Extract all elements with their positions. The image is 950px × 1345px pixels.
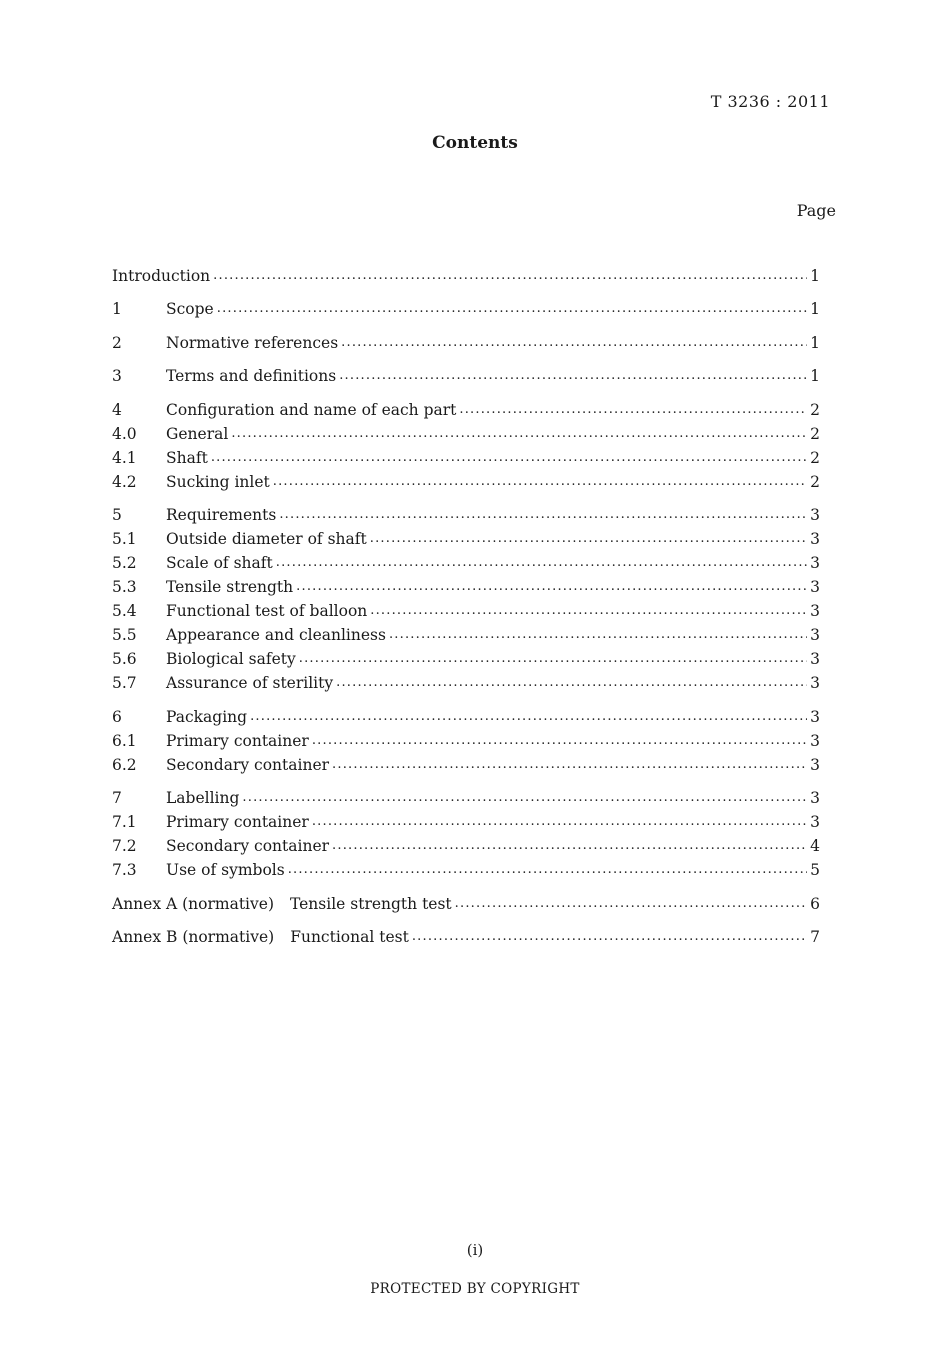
table-of-contents xyxy=(112,265,820,951)
toc-entry[interactable] xyxy=(112,577,820,601)
toc-entry[interactable] xyxy=(112,649,820,673)
toc-dot-leader xyxy=(370,529,807,545)
toc-page-number: 2 xyxy=(810,424,820,443)
toc-page-number: 3 xyxy=(810,578,820,596)
toc-dot-leader xyxy=(459,399,807,415)
toc-title: Use of symbols xyxy=(166,861,285,879)
toc-page-number: 3 xyxy=(810,813,820,831)
toc-entry[interactable] xyxy=(112,447,820,471)
toc-title: Scale of shaft xyxy=(166,554,273,572)
page-column-header: Page xyxy=(796,201,836,220)
toc-title: Biological safety xyxy=(166,650,296,668)
toc-entry[interactable] xyxy=(112,332,820,356)
toc-page-number: 3 xyxy=(810,650,820,668)
copyright-notice: PROTECTED BY COPYRIGHT xyxy=(370,1281,580,1297)
toc-dot-leader xyxy=(312,730,807,746)
toc-entry[interactable] xyxy=(112,265,820,289)
toc-page-number: 3 xyxy=(810,789,820,807)
toc-section-number: 5.7 xyxy=(112,674,137,692)
toc-section-number: 6 xyxy=(112,707,122,726)
toc-title: Labelling xyxy=(166,789,240,807)
toc-page-number: 6 xyxy=(810,894,820,913)
toc-page-number: 5 xyxy=(810,861,820,879)
toc-title: Functional test xyxy=(290,928,409,946)
toc-section-number: 5.3 xyxy=(112,578,137,596)
toc-dot-leader xyxy=(455,893,807,909)
toc-dot-leader xyxy=(332,754,807,770)
toc-page-number: 1 xyxy=(810,367,820,385)
toc-entry[interactable] xyxy=(112,754,820,778)
toc-entry[interactable] xyxy=(112,529,820,553)
toc-entry[interactable] xyxy=(112,399,820,423)
toc-entry[interactable] xyxy=(112,788,820,812)
toc-section-number: 4 xyxy=(112,400,122,419)
toc-section-number: 2 xyxy=(112,333,122,352)
toc-page-number: 1 xyxy=(810,300,820,318)
toc-title: Secondary container xyxy=(166,837,330,855)
toc-title: Normative references xyxy=(166,333,339,352)
toc-section-number: 3 xyxy=(112,367,122,385)
toc-annex-label: Annex A (normative) xyxy=(112,894,274,913)
toc-dot-leader xyxy=(312,812,807,828)
toc-dot-leader xyxy=(231,423,807,439)
toc-section-number: 1 xyxy=(112,300,122,318)
toc-title: Assurance of sterility xyxy=(166,674,334,692)
toc-title: Sucking inlet xyxy=(166,472,270,491)
toc-dot-leader xyxy=(279,505,807,521)
toc-title: Functional test of balloon xyxy=(166,602,368,620)
toc-entry[interactable] xyxy=(112,601,820,625)
toc-page-number: 1 xyxy=(810,266,820,285)
page-title: Contents xyxy=(432,133,518,153)
toc-title: Scope xyxy=(166,300,214,318)
toc-title: Appearance and cleanliness xyxy=(166,626,386,644)
toc-section-number: 5 xyxy=(112,506,122,524)
toc-page-number: 3 xyxy=(810,626,820,644)
toc-title: Packaging xyxy=(166,707,248,726)
toc-page-number: 3 xyxy=(810,530,820,548)
toc-dot-leader xyxy=(339,366,807,382)
toc-title: General xyxy=(166,424,229,443)
toc-entry[interactable] xyxy=(112,505,820,529)
toc-title: Configuration and name of each part xyxy=(166,400,457,419)
toc-section-number: 7 xyxy=(112,789,122,807)
toc-dot-leader xyxy=(276,553,807,569)
toc-entry[interactable] xyxy=(112,366,820,390)
toc-page-number: 3 xyxy=(810,602,820,620)
toc-page-number: 2 xyxy=(810,472,820,491)
toc-page-number: 3 xyxy=(810,674,820,692)
toc-entry[interactable] xyxy=(112,927,820,951)
toc-dot-leader xyxy=(242,788,807,804)
toc-dot-leader xyxy=(213,265,807,281)
toc-dot-leader xyxy=(341,332,807,348)
toc-title: Outside diameter of shaft xyxy=(166,530,367,548)
toc-dot-leader xyxy=(250,706,807,722)
toc-page-number: 3 xyxy=(810,755,820,774)
toc-section-number: 4.1 xyxy=(112,448,137,467)
toc-section-number: 6.1 xyxy=(112,731,137,750)
toc-entry[interactable] xyxy=(112,625,820,649)
toc-page-number: 2 xyxy=(810,400,820,419)
toc-title: Primary container xyxy=(166,731,309,750)
toc-section-number: 4.2 xyxy=(112,472,137,491)
toc-annex-label: Annex B (normative) xyxy=(112,928,275,946)
toc-section-number: 4.0 xyxy=(112,424,137,443)
toc-page-number: 7 xyxy=(810,928,820,946)
toc-page-number: 3 xyxy=(810,506,820,524)
toc-dot-leader xyxy=(217,299,807,315)
toc-title: Requirements xyxy=(166,506,277,524)
toc-dot-leader xyxy=(211,447,807,463)
toc-title: Shaft xyxy=(166,448,208,467)
toc-title: Introduction xyxy=(112,266,211,285)
toc-section-number: 5.1 xyxy=(112,530,137,548)
toc-section-number: 7.2 xyxy=(112,837,137,855)
toc-title: Secondary container xyxy=(166,755,330,774)
footer-page-number: (i) xyxy=(466,1241,484,1259)
toc-title: Terms and definitions xyxy=(166,367,337,385)
toc-entry[interactable] xyxy=(112,812,820,836)
toc-entry[interactable] xyxy=(112,893,820,917)
toc-page-number: 1 xyxy=(810,333,820,352)
toc-entry[interactable] xyxy=(112,706,820,730)
toc-dot-leader xyxy=(389,625,807,641)
toc-entry[interactable] xyxy=(112,673,820,697)
toc-section-number: 7.3 xyxy=(112,861,137,879)
toc-dot-leader xyxy=(273,471,807,487)
toc-section-number: 5.5 xyxy=(112,626,137,644)
toc-entry[interactable] xyxy=(112,730,820,754)
toc-dot-leader xyxy=(412,927,807,943)
toc-title: Tensile strength xyxy=(166,578,294,596)
toc-section-number: 6.2 xyxy=(112,755,137,774)
toc-entry[interactable] xyxy=(112,423,820,447)
toc-page-number: 3 xyxy=(810,731,820,750)
toc-entry[interactable] xyxy=(112,860,820,884)
toc-section-number: 7.1 xyxy=(112,813,137,831)
toc-entry[interactable] xyxy=(112,553,820,577)
toc-dot-leader xyxy=(370,601,807,617)
toc-page-number: 3 xyxy=(810,554,820,572)
toc-entry[interactable] xyxy=(112,471,820,495)
document-id: T 3236 : 2011 xyxy=(710,92,830,111)
toc-title: Tensile strength test xyxy=(290,894,452,913)
toc-section-number: 5.4 xyxy=(112,602,137,620)
toc-dot-leader xyxy=(332,836,807,852)
toc-page-number: 2 xyxy=(810,448,820,467)
toc-page-number: 4 xyxy=(810,837,820,855)
toc-dot-leader xyxy=(296,577,807,593)
toc-title: Primary container xyxy=(166,813,309,831)
toc-dot-leader xyxy=(299,649,807,665)
toc-dot-leader xyxy=(288,860,807,876)
toc-entry[interactable] xyxy=(112,836,820,860)
toc-dot-leader xyxy=(336,673,807,689)
toc-entry[interactable] xyxy=(112,299,820,323)
toc-section-number: 5.6 xyxy=(112,650,137,668)
toc-page-number: 3 xyxy=(810,707,820,726)
toc-section-number: 5.2 xyxy=(112,554,137,572)
